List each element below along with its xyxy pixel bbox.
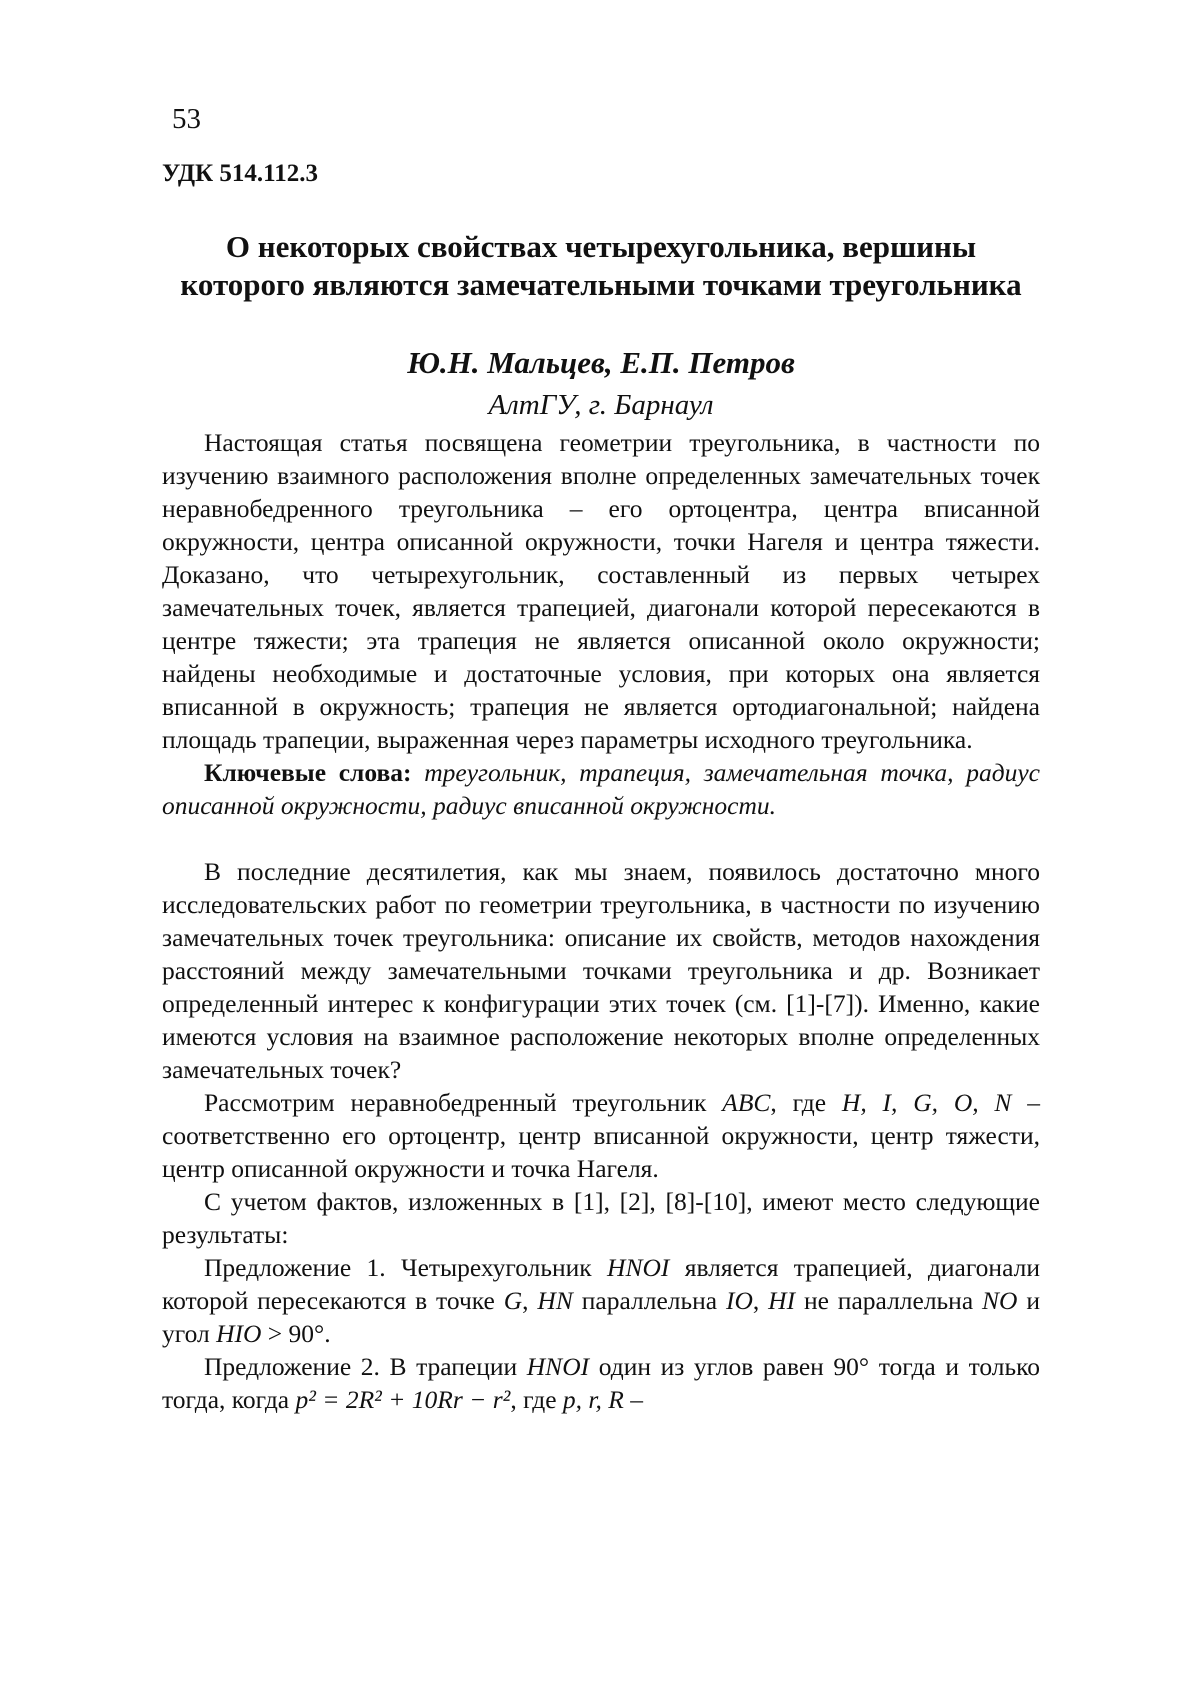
keywords — [162, 756, 1040, 822]
triangle-name: ABC — [722, 1088, 770, 1117]
proposition-1: Предложение 1. Четырехугольник HNOI является трапецией, диагонали которой пересекаются в точке G, HN параллельна IO, HI не параллельна NO и угол HIO > 90°. — [162, 1251, 1040, 1350]
affiliation: АлтГУ, г. Барнаул — [162, 387, 1040, 423]
paper-page — [0, 0, 1200, 1703]
points-list: H, I, G, O, N — [842, 1088, 1012, 1117]
keywords-text: треугольник, трапеция, замечательная точка, радиус описанной окружности, радиус вписанной окружности. — [162, 758, 1040, 820]
facts-paragraph: С учетом фактов, изложенных в [1], [2], [8]-[10], имеют место следующие результаты: — [162, 1185, 1040, 1251]
article-body — [162, 426, 1040, 1416]
proposition-2: Предложение 2. В трапеции HNOI один из углов равен 90° тогда и только тогда, когда p² = 2R² + 10Rr − r², где p, r, R – — [162, 1350, 1040, 1416]
keywords-label: Ключевые слова: — [204, 758, 412, 787]
abstract: Настоящая статья посвящена геометрии треугольника, в частности по изучению взаимного расположения вполне определенных замечательных точек неравнобедренного треугольника – его ортоцентра, центра вписанной окружности, центра описанной окружности, точки Нагеля и центра тяжести. Доказано, что четырехугольник, составленный из первых четырех замечательных точек, является трапецией, диагонали которой пересекаются в центре тяжести; эта трапеция не является описанной около окружности; найдены необходимые и достаточные условия, при которых она является вписанной в окружность; трапеция не является ортодиагональной; найдена площадь трапеции, выраженная через параметры исходного треугольника. — [162, 426, 1040, 756]
page-number: 53 — [172, 103, 201, 136]
authors: Ю.Н. Мальцев, Е.П. Петров — [162, 344, 1040, 382]
consider-paragraph: Рассмотрим неравнобедренный треугольник ABC, где H, I, G, O, N – соответственно его ортоцентр, центр вписанной окружности, центр тяжести, центр описанной окружности и точка Нагеля. — [162, 1086, 1040, 1185]
article-title: О некоторых свойствах четырехугольника, вершины которого являются замечательными точками треугольника — [162, 228, 1040, 304]
formula: p² = 2R² + 10Rr − r² — [296, 1385, 511, 1414]
udk-code: УДК 514.112.3 — [162, 160, 318, 188]
intro-paragraph: В последние десятилетия, как мы знаем, появилось достаточно много исследовательских работ по геометрии треугольника, в частности по изучению замечательных точек треугольника: описание их свойств, методов нахождения расстояний между замечательными точками треугольника и др. Возникает определенный интерес к конфигурации этих точек (см. [1]-[7]). Именно, какие имеются условия на взаимное расположение некоторых вполне определенных замечательных точек? — [162, 855, 1040, 1086]
